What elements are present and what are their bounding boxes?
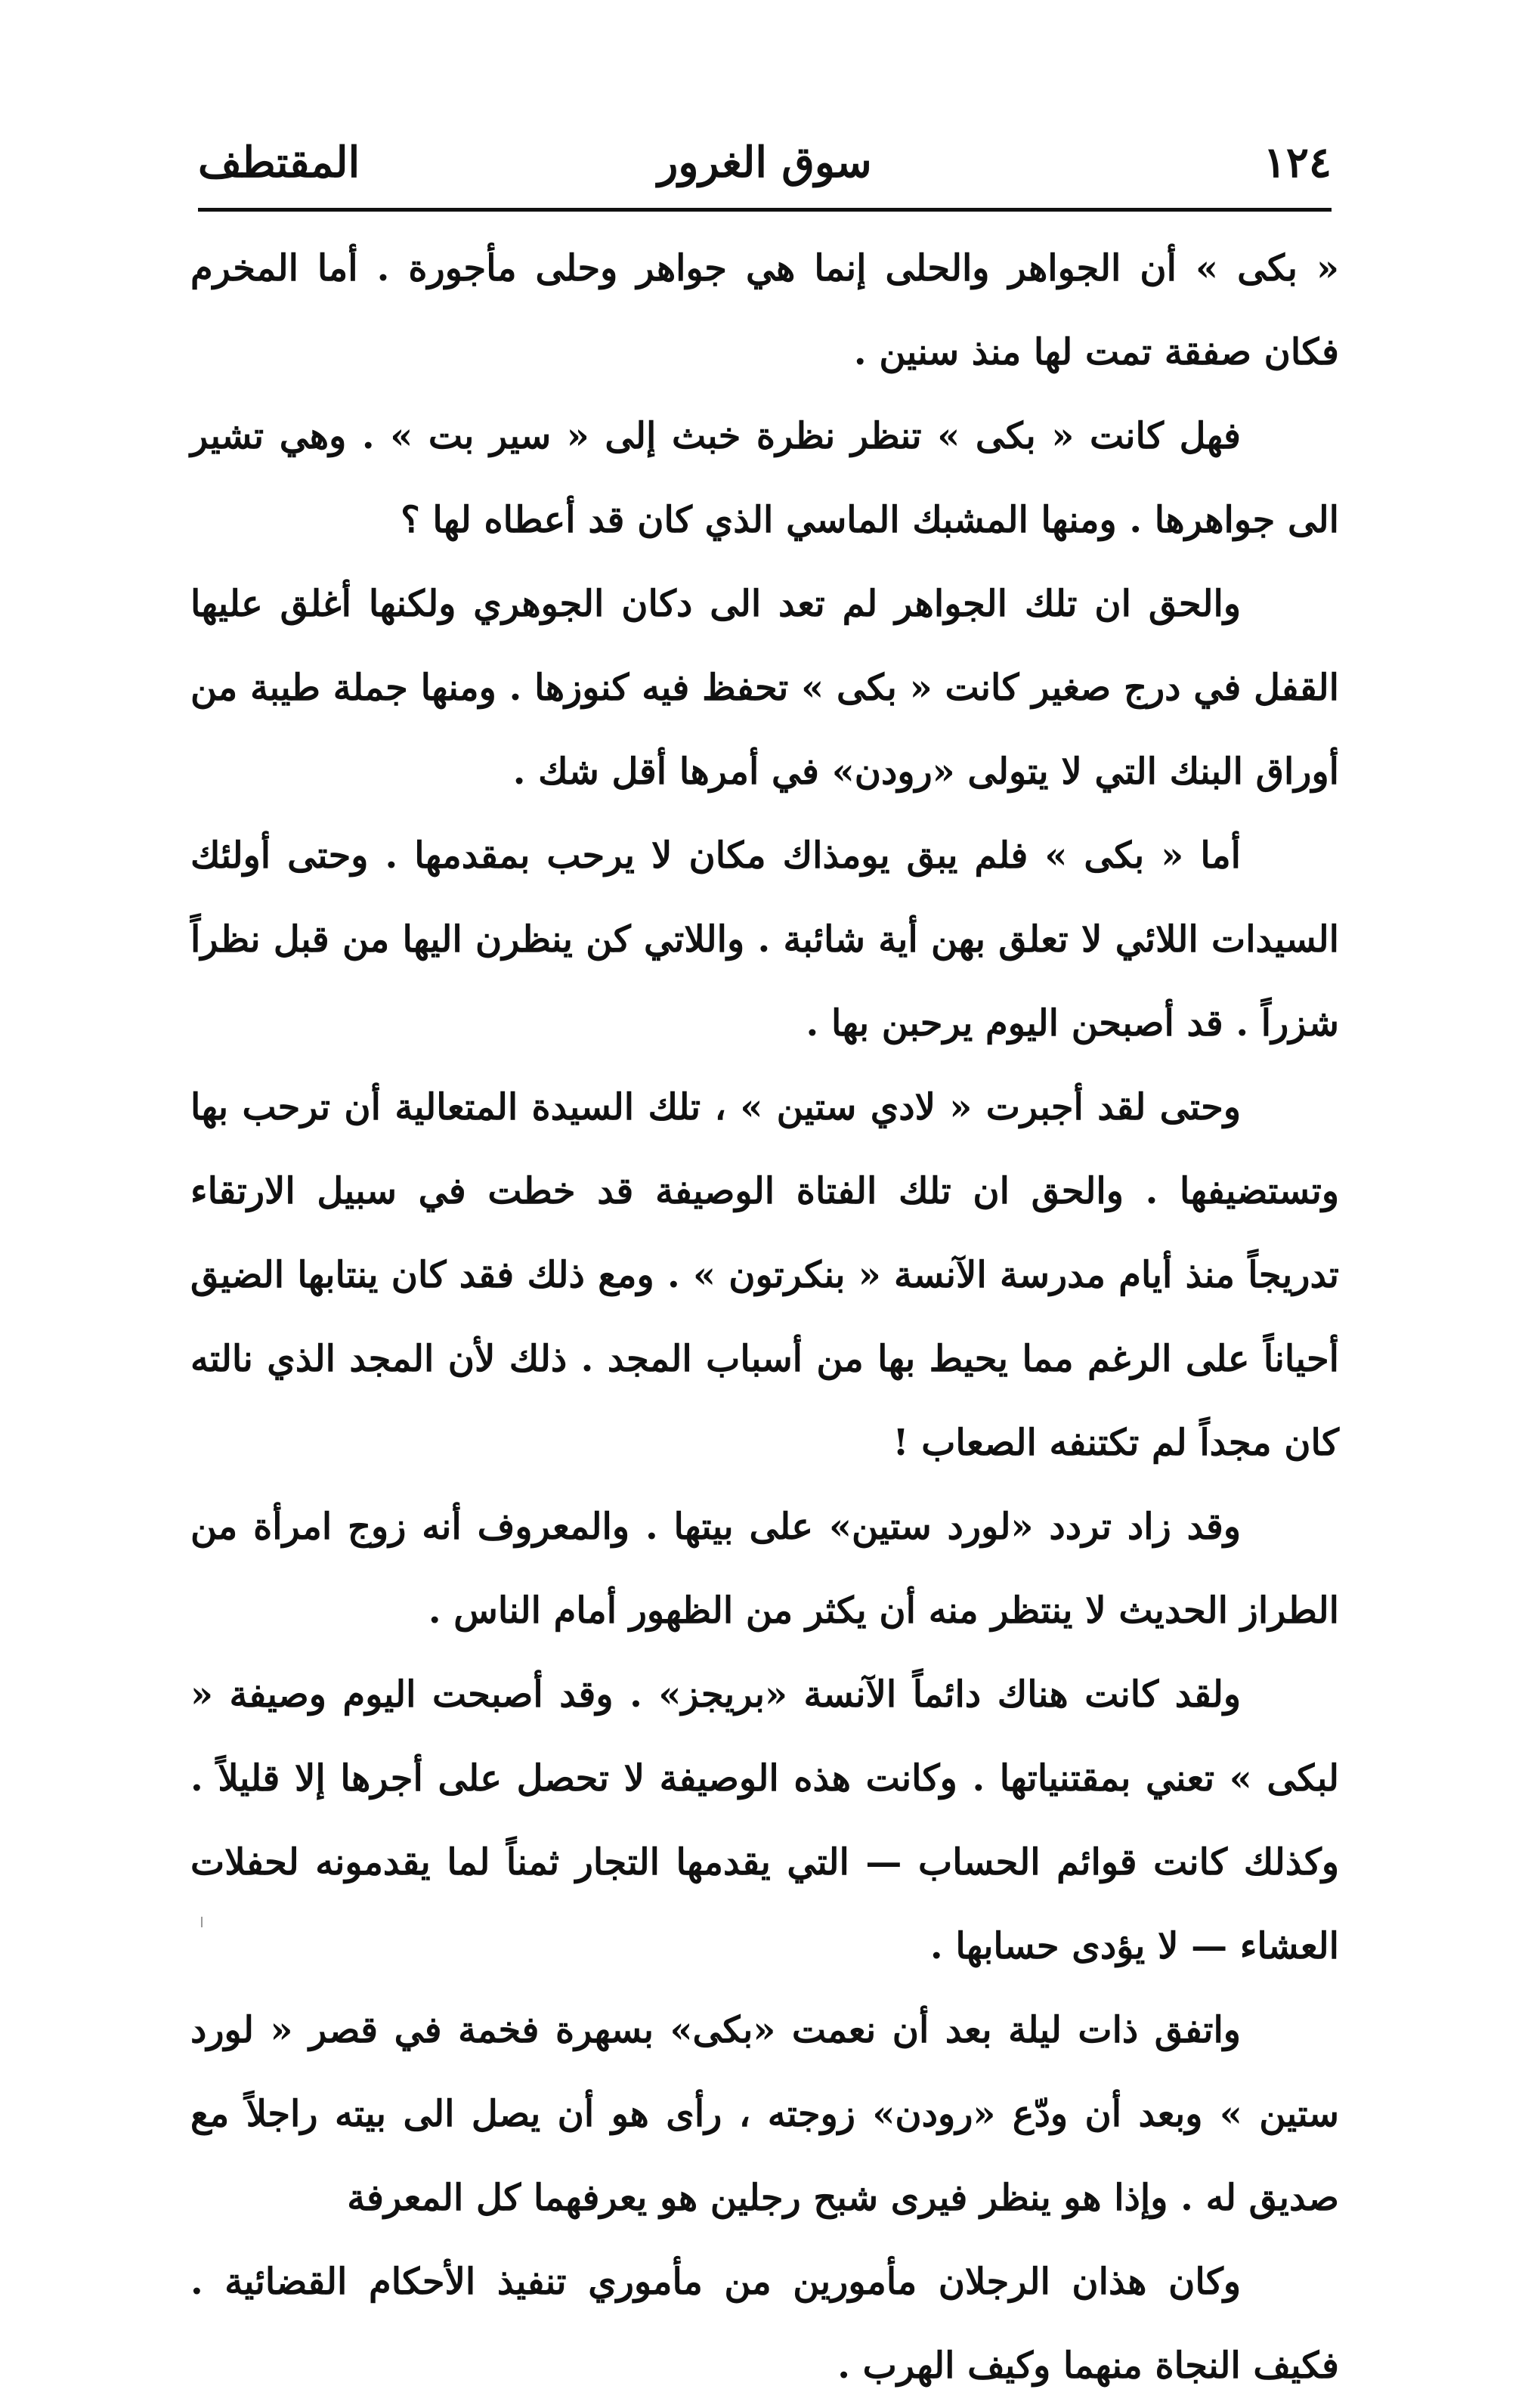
paragraph: وحتى لقد أجبرت « لادي ستين » ، تلك السيدة المتعالية أن ترحب بها وتستضيفها . والحق ان تلك الفتاة الوصيفة قد خطت في سبيل الارتقاء تدريجاً منذ أيام مدرسة الآنسة « بنكرتون » . ومع ذلك فقد كان ينتابها الضيق أحياناً على الرغم مما يحيط بها من أسباب المجد . ذلك لأن المجد الذي نالته كان مجداً لم تكتنفه الصعاب ! bbox=[190, 1086, 1339, 1464]
paragraph: والحق ان تلك الجواهر لم تعد الى دكان الجوهري ولكنها أغلق عليها القفل في درج صغير كانت « بكى » تحفظ فيه كنوزها . ومنها جملة طيبة من أوراق البنك التي لا يتولى «رودن» في أمرها أقل شك . bbox=[190, 583, 1339, 793]
paragraph: ولقد كانت هناك دائماً الآنسة «بريجز» . وقد أصبحت اليوم وصيفة « لبكى » تعني بمقتنياتها . وكانت هذه الوصيفة لا تحصل على أجرها إلا قليلاً . وكذلك كانت قوائم الحساب — التي يقدمها التجار ثمناً لما يقدمونه لحفلات العشاء — لا يؤدى حسابها . bbox=[190, 1673, 1339, 1967]
body-text bbox=[190, 227, 1339, 2408]
paragraph: فهل كانت « بكى » تنظر نظرة خبث إلى « سير بت » . وهي تشير الى جواهرها . ومنها المشبك الماسي الذي كان قد أعطاه لها ؟ bbox=[190, 415, 1339, 541]
running-title: سوق الغرور bbox=[657, 138, 872, 187]
page-header bbox=[198, 128, 1332, 197]
journal-name: المقتطف bbox=[198, 138, 360, 187]
paragraph-continuation: « بكى » أن الجواهر والحلى إنما هي جواهر وحلى مأجورة . أما المخرم فكان صفقة تمت لها منذ سنين . bbox=[190, 247, 1339, 373]
paragraph: واتفق ذات ليلة بعد أن نعمت «بكى» بسهرة فخمة في قصر « لورد ستين » وبعد أن ودّع «رودن» زوجته ، رأى هو أن يصل الى بيته راجلاً مع صديق له . وإذا هو ينظر فيرى شبح رجلين هو يعرفهما كل المعرفة bbox=[190, 2009, 1339, 2219]
page-number: ١٢٤ bbox=[1263, 138, 1332, 187]
paragraph: وقد زاد تردد «لورد ستين» على بيتها . والمعروف أنه زوج امرأة من الطراز الحديث لا ينتظر منه أن يكثر من الظهور أمام الناس . bbox=[190, 1506, 1339, 1632]
paragraph: أما « بكى » فلم يبق يومذاك مكان لا يرحب بمقدمها . وحتى أولئك السيدات اللائي لا تعلق بهن أية شائبة . واللاتي كن ينظرن اليها من قبل نظراً شزراً . قد أصبحن اليوم يرحبن بها . bbox=[190, 834, 1339, 1045]
margin-mark bbox=[201, 1917, 203, 1927]
paragraph: وكان هذان الرجلان مأمورين من مأموري تنفيذ الأحكام القضائية . فكيف النجاة منهما وكيف الهرب . bbox=[190, 2261, 1339, 2387]
header-rule bbox=[198, 208, 1332, 212]
